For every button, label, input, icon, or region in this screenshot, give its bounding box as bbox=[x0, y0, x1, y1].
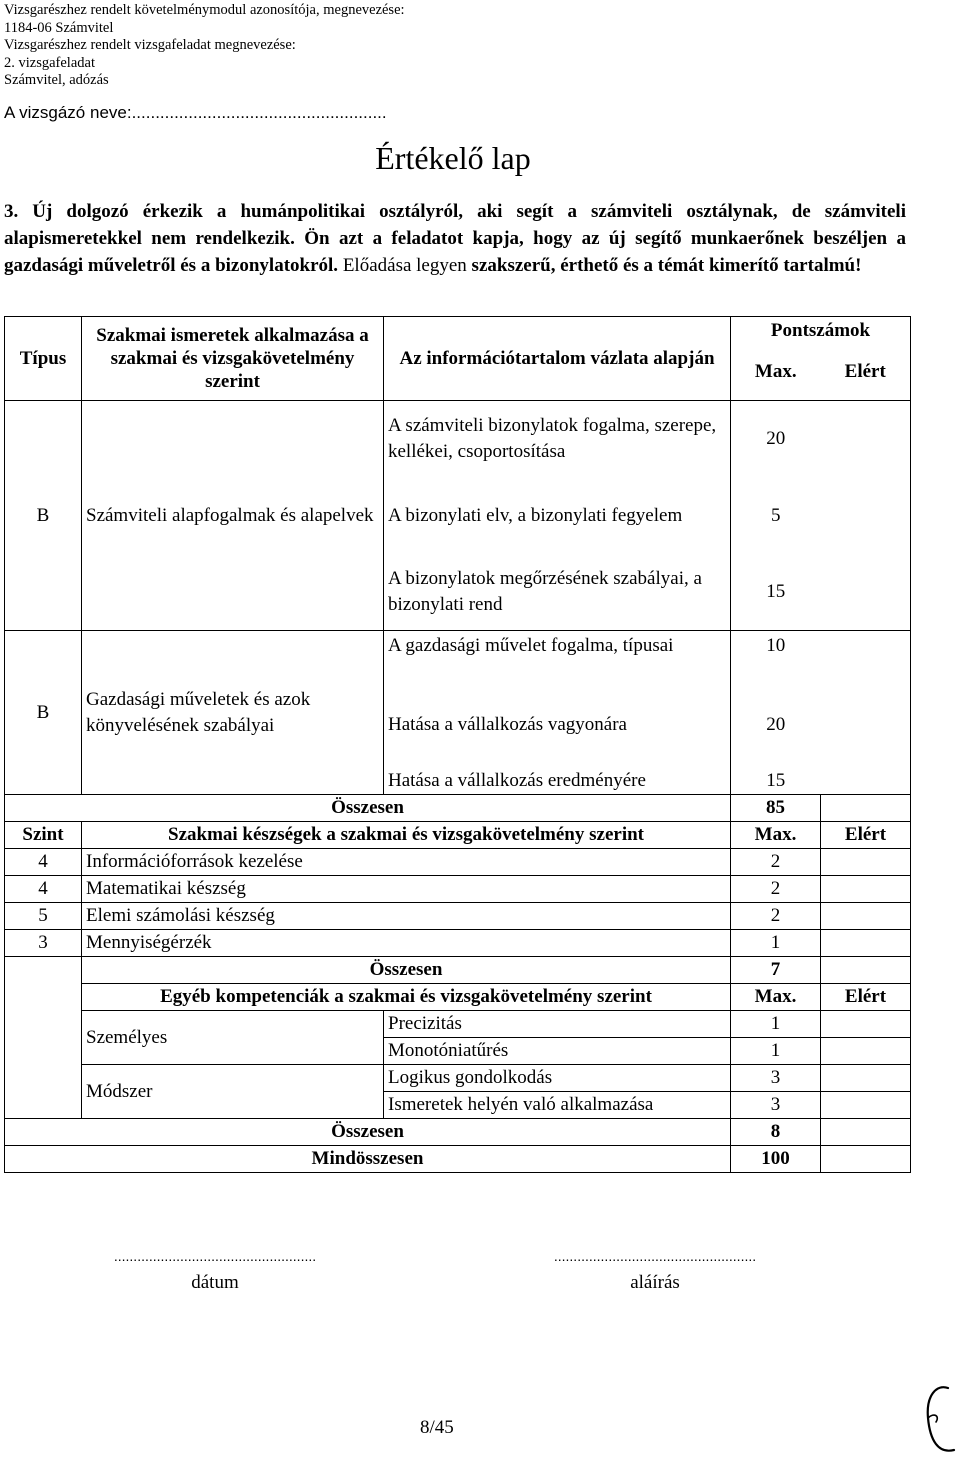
candidate-name-line: A vizsgázó neve:...................................................... bbox=[4, 103, 387, 122]
task-text-bold: 3. Új dolgozó érkezik a humánpolitikai osztályról, aki segít a számviteli osztálynak, de számviteli alapismeretekkel nem rendelkezik. Ön azt a feladatot kapja, hogy az új segítő munkaerőnek beszéljen a gazdasági műveletről és a bizonylatokról. bbox=[4, 201, 906, 276]
task-text-bold-end: szakszerű, érthető és a témát kimerítő tartalmú! bbox=[471, 255, 862, 276]
header-pontszamok: Pontszámok bbox=[731, 317, 911, 345]
skill-elert[interactable] bbox=[821, 903, 911, 930]
skill-name: Elemi számolási készség bbox=[82, 903, 731, 930]
other-blank bbox=[5, 1038, 82, 1065]
group1-item-max: 15 bbox=[731, 555, 821, 631]
group1-item-elert[interactable] bbox=[821, 401, 911, 477]
group1-label: Számviteli alapfogalmak és alapelvek bbox=[82, 401, 384, 631]
skills-header-szint: Szint bbox=[5, 822, 82, 849]
total-elert[interactable] bbox=[821, 1146, 911, 1173]
sum3-elert[interactable] bbox=[821, 1119, 911, 1146]
group1-type: B bbox=[5, 401, 82, 631]
group2-item-text: Hatása a vállalkozás eredményére bbox=[384, 753, 731, 795]
header-max: Max. bbox=[731, 345, 821, 401]
other-item-max: 1 bbox=[731, 1038, 821, 1065]
group1-item-text: A bizonylati elv, a bizonylati fegyelem bbox=[384, 477, 731, 555]
header-tipus: Típus bbox=[5, 317, 82, 401]
group2-item-elert[interactable] bbox=[821, 697, 911, 753]
skill-level: 3 bbox=[5, 930, 82, 957]
group2-label: Gazdasági műveletek és azok könyvelésének szabályai bbox=[82, 631, 384, 795]
skill-max: 2 bbox=[731, 903, 821, 930]
total-label: Mindösszesen bbox=[5, 1146, 731, 1173]
other-item-elert[interactable] bbox=[821, 1065, 911, 1092]
other-item-name: Monotóniatűrés bbox=[384, 1038, 731, 1065]
skill-elert[interactable] bbox=[821, 876, 911, 903]
other-group1-label: Személyes bbox=[82, 1011, 384, 1065]
page-title: Értékelő lap bbox=[375, 140, 531, 176]
evaluation-table bbox=[4, 316, 911, 1173]
skill-level: 5 bbox=[5, 903, 82, 930]
other-item-max: 3 bbox=[731, 1092, 821, 1119]
skill-max: 2 bbox=[731, 876, 821, 903]
task-description bbox=[4, 198, 906, 279]
other-blank bbox=[5, 1092, 82, 1119]
sum2-blank bbox=[5, 957, 82, 984]
header-line: 1184-06 Számvitel bbox=[4, 19, 114, 36]
handwritten-initial-icon bbox=[918, 1382, 958, 1460]
sum2-elert[interactable] bbox=[821, 957, 911, 984]
group2-item-text: A gazdasági művelet fogalma, típusai bbox=[384, 631, 731, 697]
sum3-value: 8 bbox=[731, 1119, 821, 1146]
skill-elert[interactable] bbox=[821, 930, 911, 957]
sum1-value: 85 bbox=[731, 795, 821, 822]
other-item-name: Logikus gondolkodás bbox=[384, 1065, 731, 1092]
other-header-label: Egyéb kompetenciák a szakmai és vizsgakövetelmény szerint bbox=[82, 984, 731, 1011]
sum1-elert[interactable] bbox=[821, 795, 911, 822]
header-elert: Elért bbox=[821, 345, 911, 401]
other-item-max: 1 bbox=[731, 1011, 821, 1038]
skill-name: Mennyiségérzék bbox=[82, 930, 731, 957]
signature-block bbox=[520, 1248, 790, 1294]
skill-max: 2 bbox=[731, 849, 821, 876]
document-header bbox=[4, 2, 405, 90]
page-number: 8/45 bbox=[420, 1417, 454, 1438]
date-signature-block bbox=[80, 1248, 350, 1294]
group1-item-max: 20 bbox=[731, 401, 821, 477]
other-item-name: Precizitás bbox=[384, 1011, 731, 1038]
other-blank bbox=[5, 984, 82, 1011]
other-blank bbox=[5, 1011, 82, 1038]
group2-item-elert[interactable] bbox=[821, 631, 911, 697]
skills-header-elert: Elért bbox=[821, 822, 911, 849]
date-dots: .................................................... bbox=[113, 1248, 317, 1264]
other-item-elert[interactable] bbox=[821, 1092, 911, 1119]
other-header-elert: Elért bbox=[821, 984, 911, 1011]
signature-label: aláírás bbox=[630, 1272, 680, 1293]
group1-item-elert[interactable] bbox=[821, 555, 911, 631]
task-text-normal: Előadása legyen bbox=[342, 255, 467, 276]
skills-header-max: Max. bbox=[731, 822, 821, 849]
sum2-label: Összesen bbox=[82, 957, 731, 984]
other-blank bbox=[5, 1065, 82, 1092]
header-line: Számvitel, adózás bbox=[4, 72, 109, 88]
skill-name: Matematikai készség bbox=[82, 876, 731, 903]
date-label: dátum bbox=[191, 1272, 239, 1293]
header-line: Vizsgarészhez rendelt vizsgafeladat megnevezése: bbox=[4, 37, 296, 53]
other-group2-label: Módszer bbox=[82, 1065, 384, 1119]
group2-item-text: Hatása a vállalkozás vagyonára bbox=[384, 697, 731, 753]
group2-type: B bbox=[5, 631, 82, 795]
group2-item-max: 10 bbox=[731, 631, 821, 697]
group2-item-elert[interactable] bbox=[821, 753, 911, 795]
group2-item-max: 15 bbox=[731, 753, 821, 795]
header-line: Vizsgarészhez rendelt követelménymodul azonosítója, megnevezése: bbox=[4, 2, 405, 18]
group1-item-elert[interactable] bbox=[821, 477, 911, 555]
header-vazlat: Az információtartalom vázlata alapján bbox=[384, 317, 731, 401]
header-szakmai-ismeretek: Szakmai ismeretek alkalmazása a szakmai és vizsgakövetelmény szerint bbox=[82, 317, 384, 401]
other-item-max: 3 bbox=[731, 1065, 821, 1092]
sum2-value: 7 bbox=[731, 957, 821, 984]
skill-max: 1 bbox=[731, 930, 821, 957]
skill-elert[interactable] bbox=[821, 849, 911, 876]
group2-item-max: 20 bbox=[731, 697, 821, 753]
skill-level: 4 bbox=[5, 876, 82, 903]
sum3-label: Összesen bbox=[5, 1119, 731, 1146]
other-item-name: Ismeretek helyén való alkalmazása bbox=[384, 1092, 731, 1119]
group1-item-text: A számviteli bizonylatok fogalma, szerepe, kellékei, csoportosítása bbox=[384, 401, 731, 477]
skills-header-label: Szakmai készségek a szakmai és vizsgakövetelmény szerint bbox=[82, 822, 731, 849]
header-line: 2. vizsgafeladat bbox=[4, 54, 95, 71]
other-item-elert[interactable] bbox=[821, 1038, 911, 1065]
skill-level: 4 bbox=[5, 849, 82, 876]
signature-dots: .................................................... bbox=[553, 1248, 757, 1264]
skill-name: Információforrások kezelése bbox=[82, 849, 731, 876]
other-header-max: Max. bbox=[731, 984, 821, 1011]
group1-item-text: A bizonylatok megőrzésének szabályai, a bizonylati rend bbox=[384, 555, 731, 631]
other-item-elert[interactable] bbox=[821, 1011, 911, 1038]
group1-item-max: 5 bbox=[731, 477, 821, 555]
total-value: 100 bbox=[731, 1146, 821, 1173]
sum1-label: Összesen bbox=[5, 795, 731, 822]
